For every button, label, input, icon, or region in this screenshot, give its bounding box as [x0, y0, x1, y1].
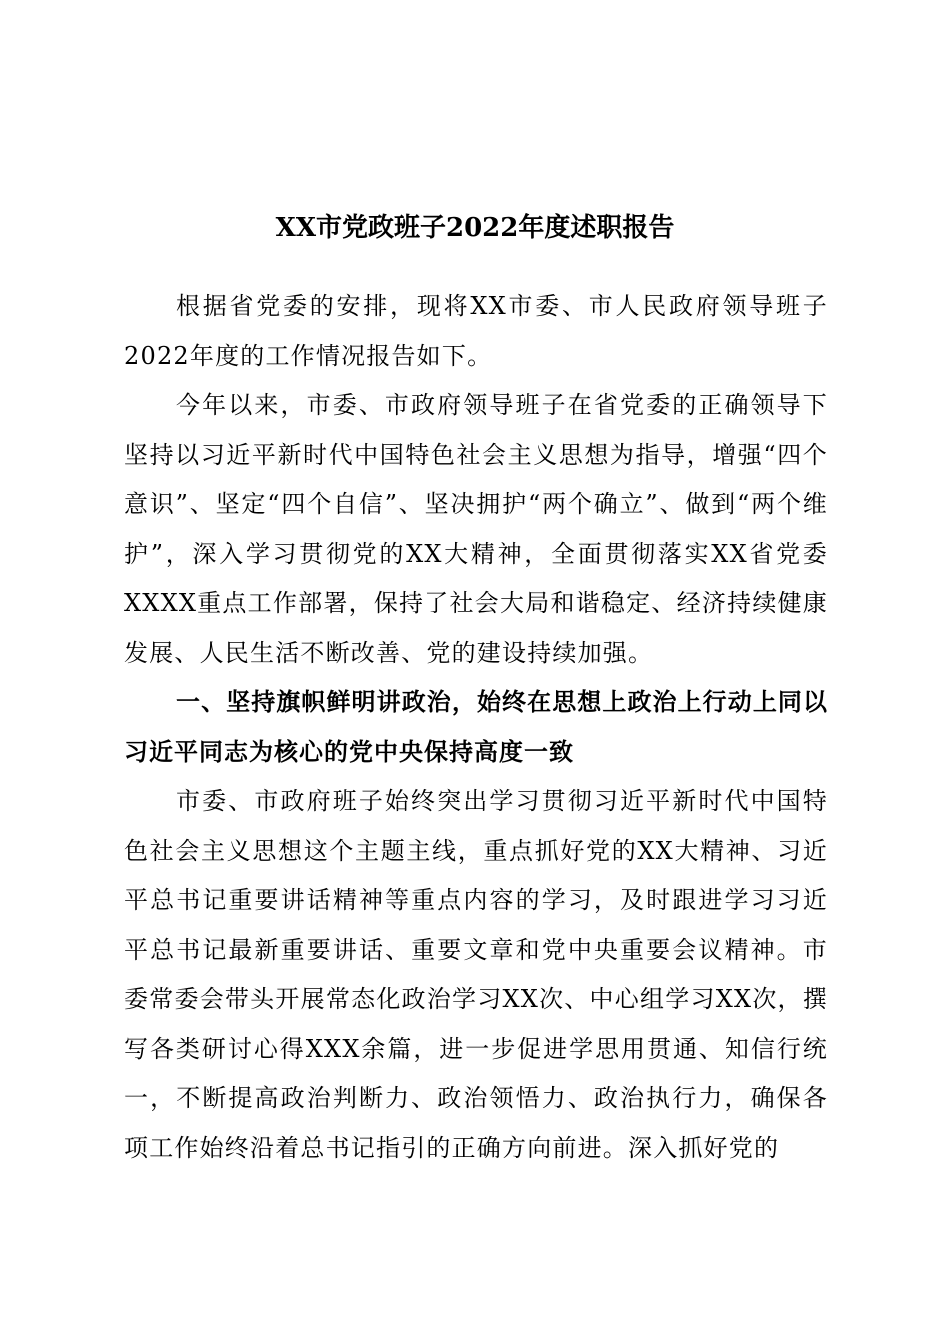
section-1-paragraph: 市委、市政府班子始终突出学习贯彻习近平新时代中国特色社会主义思想这个主题主线，重点抓好党的XX大精神、习近平总书记重要讲话精神等重点内容的学习，及时跟进学习习近平总书记最新重要讲话、重要文章和党中央重要会议精神。市委常委会带头开展常态化政治学习XX次、中心组学习XX次，撰写各类研讨心得XXX余篇，进一步促进学思用贯通、知信行统一，不断提高政治判断力、政治领悟力、政治执行力，确保各项工作始终沿着总书记指引的正确方向前进。深入抓好党的: [124, 787, 828, 1162]
document-body: [124, 282, 828, 1173]
document-title: XX市党政班子2022年度述职报告: [275, 213, 675, 243]
intro-paragraph: 根据省党委的安排，现将XX市委、市人民政府领导班子2022年度的工作情况报告如下。: [124, 292, 828, 370]
summary-paragraph: 今年以来，市委、市政府领导班子在省党委的正确领导下坚持以习近平新时代中国特色社会主义思想为指导，增强“四个意识”、坚定“四个自信”、坚决拥护“两个确立”、做到“两个维护”，深入学习贯彻党的XX大精神，全面贯彻落实XX省党委XXXX重点工作部署，保持了社会大局和谐稳定、经济持续健康发展、人民生活不断改善、党的建设持续加强。: [124, 391, 828, 667]
section-heading-1: 一、坚持旗帜鲜明讲政治，始终在思想上政治上行动上同以习近平同志为核心的党中央保持高度一致: [124, 688, 828, 766]
